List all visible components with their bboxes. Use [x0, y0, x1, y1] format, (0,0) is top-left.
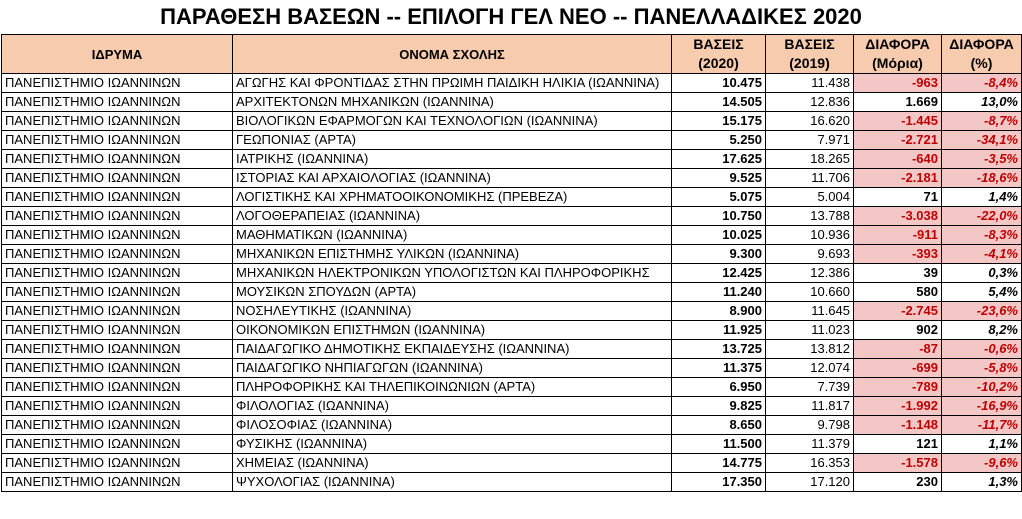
- institution-cell: ΠΑΝΕΠΙΣΤΗΜΙΟ ΙΩΑΝΝΙΝΩΝ: [2, 397, 233, 416]
- base-2019-cell: 9.798: [766, 416, 854, 435]
- diff-points-cell: -393: [854, 245, 942, 264]
- school-name-cell: ΝΟΣΗΛΕΥΤΙΚΗΣ (ΙΩΑΝΝΙΝΑ): [233, 302, 672, 321]
- diff-percent-cell: -23,6%: [942, 302, 1022, 321]
- diff-percent-cell: -9,6%: [942, 454, 1022, 473]
- institution-cell: ΠΑΝΕΠΙΣΤΗΜΙΟ ΙΩΑΝΝΙΝΩΝ: [2, 435, 233, 454]
- page-title: ΠΑΡΑΘΕΣΗ ΒΑΣΕΩΝ -- ΕΠΙΛΟΓΗ ΓΕΛ ΝΕΟ -- ΠΑΝΕΛΛΑΔΙΚΕΣ 2020: [160, 4, 862, 29]
- table-row: [2, 245, 1022, 264]
- school-name-cell: ΒΙΟΛΟΓΙΚΩΝ ΕΦΑΡΜΟΓΩΝ ΚΑΙ ΤΕΧΝΟΛΟΓΙΩΝ (ΙΩΑΝΝΙΝΑ): [233, 112, 672, 131]
- institution-cell: ΠΑΝΕΠΙΣΤΗΜΙΟ ΙΩΑΝΝΙΝΩΝ: [2, 188, 233, 207]
- diff-percent-cell: -0,6%: [942, 340, 1022, 359]
- diff-percent-cell: -5,8%: [942, 359, 1022, 378]
- diff-percent-cell: 13,0%: [942, 93, 1022, 112]
- table-row: [2, 283, 1022, 302]
- base-2019-cell: 11.645: [766, 302, 854, 321]
- header-diff-percent-line2: (%): [970, 55, 993, 71]
- diff-points-cell: 580: [854, 283, 942, 302]
- school-name-cell: ΑΓΩΓΗΣ ΚΑΙ ΦΡΟΝΤΙΔΑΣ ΣΤΗΝ ΠΡΩΙΜΗ ΠΑΙΔΙΚΗ ΗΛΙΚΙΑ (ΙΩΑΝΝΙΝΑ): [233, 74, 672, 93]
- institution-cell: ΠΑΝΕΠΙΣΤΗΜΙΟ ΙΩΑΝΝΙΝΩΝ: [2, 454, 233, 473]
- base-2020-cell: 9.825: [672, 397, 766, 416]
- base-2019-cell: 16.620: [766, 112, 854, 131]
- table-row: [2, 264, 1022, 283]
- table-row: [2, 169, 1022, 188]
- school-name-cell: ΦΙΛΟΣΟΦΙΑΣ (ΙΩΑΝΝΙΝΑ): [233, 416, 672, 435]
- table-header-row: [2, 35, 1022, 74]
- diff-percent-cell: -4,1%: [942, 245, 1022, 264]
- diff-percent-cell: 0,3%: [942, 264, 1022, 283]
- base-2020-cell: 10.025: [672, 226, 766, 245]
- table-row: [2, 321, 1022, 340]
- header-school: ΟΝΟΜΑ ΣΧΟΛΗΣ: [233, 35, 672, 74]
- diff-percent-cell: -22,0%: [942, 207, 1022, 226]
- header-institution: ΙΔΡΥΜΑ: [2, 35, 233, 74]
- institution-cell: ΠΑΝΕΠΙΣΤΗΜΙΟ ΙΩΑΝΝΙΝΩΝ: [2, 321, 233, 340]
- base-2019-cell: 11.706: [766, 169, 854, 188]
- table-row: [2, 150, 1022, 169]
- header-base-2020-line1: ΒΑΣΕΙΣ: [693, 36, 744, 52]
- diff-percent-cell: -16,9%: [942, 397, 1022, 416]
- header-base-2019-line2: (2019): [789, 55, 830, 71]
- table-row: [2, 454, 1022, 473]
- bases-table: [1, 34, 1022, 492]
- base-2020-cell: 12.425: [672, 264, 766, 283]
- base-2019-cell: 17.120: [766, 473, 854, 492]
- diff-percent-cell: 1,4%: [942, 188, 1022, 207]
- base-2019-cell: 12.074: [766, 359, 854, 378]
- institution-cell: ΠΑΝΕΠΙΣΤΗΜΙΟ ΙΩΑΝΝΙΝΩΝ: [2, 416, 233, 435]
- diff-points-cell: 902: [854, 321, 942, 340]
- table-row: [2, 74, 1022, 93]
- base-2020-cell: 8.900: [672, 302, 766, 321]
- institution-cell: ΠΑΝΕΠΙΣΤΗΜΙΟ ΙΩΑΝΝΙΝΩΝ: [2, 150, 233, 169]
- school-name-cell: ΜΗΧΑΝΙΚΩΝ ΕΠΙΣΤΗΜΗΣ ΥΛΙΚΩΝ (ΙΩΑΝΝΙΝΑ): [233, 245, 672, 264]
- institution-cell: ΠΑΝΕΠΙΣΤΗΜΙΟ ΙΩΑΝΝΙΝΩΝ: [2, 473, 233, 492]
- school-name-cell: ΜΗΧΑΝΙΚΩΝ ΗΛΕΚΤΡΟΝΙΚΩΝ ΥΠΟΛΟΓΙΣΤΩΝ ΚΑΙ ΠΛΗΡΟΦΟΡΙΚΗΣ: [233, 264, 672, 283]
- diff-points-cell: -1.992: [854, 397, 942, 416]
- table-row: [2, 378, 1022, 397]
- table-row: [2, 340, 1022, 359]
- diff-points-cell: 39: [854, 264, 942, 283]
- base-2020-cell: 11.375: [672, 359, 766, 378]
- table-row: [2, 112, 1022, 131]
- diff-points-cell: 230: [854, 473, 942, 492]
- school-name-cell: ΦΙΛΟΛΟΓΙΑΣ (ΙΩΑΝΝΙΝΑ): [233, 397, 672, 416]
- school-name-cell: ΓΕΩΠΟΝΙΑΣ (ΑΡΤΑ): [233, 131, 672, 150]
- diff-points-cell: -1.148: [854, 416, 942, 435]
- diff-points-cell: -699: [854, 359, 942, 378]
- diff-percent-cell: -18,6%: [942, 169, 1022, 188]
- institution-cell: ΠΑΝΕΠΙΣΤΗΜΙΟ ΙΩΑΝΝΙΝΩΝ: [2, 207, 233, 226]
- base-2019-cell: 7.739: [766, 378, 854, 397]
- base-2020-cell: 13.725: [672, 340, 766, 359]
- base-2020-cell: 11.500: [672, 435, 766, 454]
- diff-percent-cell: 1,1%: [942, 435, 1022, 454]
- diff-points-cell: 71: [854, 188, 942, 207]
- diff-percent-cell: -34,1%: [942, 131, 1022, 150]
- header-base-2019: [766, 35, 854, 74]
- school-name-cell: ΙΣΤΟΡΙΑΣ ΚΑΙ ΑΡΧΑΙΟΛΟΓΙΑΣ (ΙΩΑΝΝΙΝΑ): [233, 169, 672, 188]
- base-2020-cell: 15.175: [672, 112, 766, 131]
- header-diff-points-line2: (Μόρια): [872, 55, 923, 71]
- diff-percent-cell: -8,4%: [942, 74, 1022, 93]
- base-2019-cell: 13.812: [766, 340, 854, 359]
- base-2019-cell: 5.004: [766, 188, 854, 207]
- base-2019-cell: 16.353: [766, 454, 854, 473]
- school-name-cell: ΜΑΘΗΜΑΤΙΚΩΝ (ΙΩΑΝΝΙΝΑ): [233, 226, 672, 245]
- diff-percent-cell: -8,3%: [942, 226, 1022, 245]
- table-row: [2, 226, 1022, 245]
- table-row: [2, 188, 1022, 207]
- header-base-2020: [672, 35, 766, 74]
- diff-points-cell: -2.181: [854, 169, 942, 188]
- diff-points-cell: -2.745: [854, 302, 942, 321]
- diff-points-cell: -87: [854, 340, 942, 359]
- institution-cell: ΠΑΝΕΠΙΣΤΗΜΙΟ ΙΩΑΝΝΙΝΩΝ: [2, 359, 233, 378]
- diff-points-cell: -2.721: [854, 131, 942, 150]
- table-row: [2, 397, 1022, 416]
- institution-cell: ΠΑΝΕΠΙΣΤΗΜΙΟ ΙΩΑΝΝΙΝΩΝ: [2, 302, 233, 321]
- diff-percent-cell: 5,4%: [942, 283, 1022, 302]
- base-2019-cell: 11.023: [766, 321, 854, 340]
- diff-percent-cell: -3,5%: [942, 150, 1022, 169]
- institution-cell: ΠΑΝΕΠΙΣΤΗΜΙΟ ΙΩΑΝΝΙΝΩΝ: [2, 245, 233, 264]
- base-2020-cell: 14.505: [672, 93, 766, 112]
- base-2019-cell: 13.788: [766, 207, 854, 226]
- base-2020-cell: 10.750: [672, 207, 766, 226]
- base-2020-cell: 17.625: [672, 150, 766, 169]
- table-row: [2, 131, 1022, 150]
- base-2020-cell: 11.925: [672, 321, 766, 340]
- base-2019-cell: 10.936: [766, 226, 854, 245]
- school-name-cell: ΨΥΧΟΛΟΓΙΑΣ (ΙΩΑΝΝΙΝΑ): [233, 473, 672, 492]
- header-diff-percent: [942, 35, 1022, 74]
- school-name-cell: ΜΟΥΣΙΚΩΝ ΣΠΟΥΔΩΝ (ΑΡΤΑ): [233, 283, 672, 302]
- base-2020-cell: 14.775: [672, 454, 766, 473]
- base-2019-cell: 11.817: [766, 397, 854, 416]
- school-name-cell: ΙΑΤΡΙΚΗΣ (ΙΩΑΝΝΙΝΑ): [233, 150, 672, 169]
- table-body: [2, 74, 1022, 492]
- diff-percent-cell: 8,2%: [942, 321, 1022, 340]
- base-2019-cell: 18.265: [766, 150, 854, 169]
- table-row: [2, 435, 1022, 454]
- diff-points-cell: 121: [854, 435, 942, 454]
- institution-cell: ΠΑΝΕΠΙΣΤΗΜΙΟ ΙΩΑΝΝΙΝΩΝ: [2, 169, 233, 188]
- institution-cell: ΠΑΝΕΠΙΣΤΗΜΙΟ ΙΩΑΝΝΙΝΩΝ: [2, 112, 233, 131]
- school-name-cell: ΦΥΣΙΚΗΣ (ΙΩΑΝΝΙΝΑ): [233, 435, 672, 454]
- institution-cell: ΠΑΝΕΠΙΣΤΗΜΙΟ ΙΩΑΝΝΙΝΩΝ: [2, 74, 233, 93]
- diff-points-cell: -3.038: [854, 207, 942, 226]
- institution-cell: ΠΑΝΕΠΙΣΤΗΜΙΟ ΙΩΑΝΝΙΝΩΝ: [2, 93, 233, 112]
- table-row: [2, 207, 1022, 226]
- diff-percent-cell: 1,3%: [942, 473, 1022, 492]
- diff-points-cell: -789: [854, 378, 942, 397]
- institution-cell: ΠΑΝΕΠΙΣΤΗΜΙΟ ΙΩΑΝΝΙΝΩΝ: [2, 264, 233, 283]
- base-2020-cell: 5.075: [672, 188, 766, 207]
- table-row: [2, 416, 1022, 435]
- header-base-2019-line1: ΒΑΣΕΙΣ: [784, 36, 835, 52]
- header-diff-points: [854, 35, 942, 74]
- base-2020-cell: 8.650: [672, 416, 766, 435]
- base-2020-cell: 5.250: [672, 131, 766, 150]
- diff-points-cell: -1.578: [854, 454, 942, 473]
- table-row: [2, 359, 1022, 378]
- school-name-cell: ΠΑΙΔΑΓΩΓΙΚΟ ΝΗΠΙΑΓΩΓΩΝ (ΙΩΑΝΝΙΝΑ): [233, 359, 672, 378]
- header-diff-percent-line1: ΔΙΑΦΟΡΑ: [949, 36, 1014, 52]
- base-2019-cell: 12.386: [766, 264, 854, 283]
- diff-percent-cell: -8,7%: [942, 112, 1022, 131]
- base-2020-cell: 11.240: [672, 283, 766, 302]
- school-name-cell: ΛΟΓΙΣΤΙΚΗΣ ΚΑΙ ΧΡΗΜΑΤΟΟΙΚΟΝΟΜΙΚΗΣ (ΠΡΕΒΕΖΑ): [233, 188, 672, 207]
- base-2020-cell: 10.475: [672, 74, 766, 93]
- header-diff-points-line1: ΔΙΑΦΟΡΑ: [865, 36, 930, 52]
- base-2020-cell: 17.350: [672, 473, 766, 492]
- base-2019-cell: 11.438: [766, 74, 854, 93]
- school-name-cell: ΠΑΙΔΑΓΩΓΙΚΟ ΔΗΜΟΤΙΚΗΣ ΕΚΠΑΙΔΕΥΣΗΣ (ΙΩΑΝΝΙΝΑ): [233, 340, 672, 359]
- base-2019-cell: 10.660: [766, 283, 854, 302]
- base-2019-cell: 9.693: [766, 245, 854, 264]
- institution-cell: ΠΑΝΕΠΙΣΤΗΜΙΟ ΙΩΑΝΝΙΝΩΝ: [2, 226, 233, 245]
- institution-cell: ΠΑΝΕΠΙΣΤΗΜΙΟ ΙΩΑΝΝΙΝΩΝ: [2, 131, 233, 150]
- diff-percent-cell: -10,2%: [942, 378, 1022, 397]
- institution-cell: ΠΑΝΕΠΙΣΤΗΜΙΟ ΙΩΑΝΝΙΝΩΝ: [2, 340, 233, 359]
- header-base-2020-line2: (2020): [698, 55, 739, 71]
- school-name-cell: ΧΗΜΕΙΑΣ (ΙΩΑΝΝΙΝΑ): [233, 454, 672, 473]
- base-2019-cell: 12.836: [766, 93, 854, 112]
- base-2019-cell: 7.971: [766, 131, 854, 150]
- school-name-cell: ΑΡΧΙΤΕΚΤΟΝΩΝ ΜΗΧΑΝΙΚΩΝ (ΙΩΑΝΝΙΝΑ): [233, 93, 672, 112]
- diff-points-cell: -1.445: [854, 112, 942, 131]
- institution-cell: ΠΑΝΕΠΙΣΤΗΜΙΟ ΙΩΑΝΝΙΝΩΝ: [2, 378, 233, 397]
- school-name-cell: ΛΟΓΟΘΕΡΑΠΕΙΑΣ (ΙΩΑΝΝΙΝΑ): [233, 207, 672, 226]
- table-row: [2, 473, 1022, 492]
- table-row: [2, 93, 1022, 112]
- institution-cell: ΠΑΝΕΠΙΣΤΗΜΙΟ ΙΩΑΝΝΙΝΩΝ: [2, 283, 233, 302]
- diff-points-cell: -640: [854, 150, 942, 169]
- school-name-cell: ΟΙΚΟΝΟΜΙΚΩΝ ΕΠΙΣΤΗΜΩΝ (ΙΩΑΝΝΙΝΑ): [233, 321, 672, 340]
- base-2020-cell: 6.950: [672, 378, 766, 397]
- table-row: [2, 302, 1022, 321]
- diff-points-cell: -911: [854, 226, 942, 245]
- base-2020-cell: 9.525: [672, 169, 766, 188]
- base-2020-cell: 9.300: [672, 245, 766, 264]
- base-2019-cell: 11.379: [766, 435, 854, 454]
- diff-percent-cell: -11,7%: [942, 416, 1022, 435]
- school-name-cell: ΠΛΗΡΟΦΟΡΙΚΗΣ ΚΑΙ ΤΗΛΕΠΙΚΟΙΝΩΝΙΩΝ (ΑΡΤΑ): [233, 378, 672, 397]
- diff-points-cell: 1.669: [854, 93, 942, 112]
- diff-points-cell: -963: [854, 74, 942, 93]
